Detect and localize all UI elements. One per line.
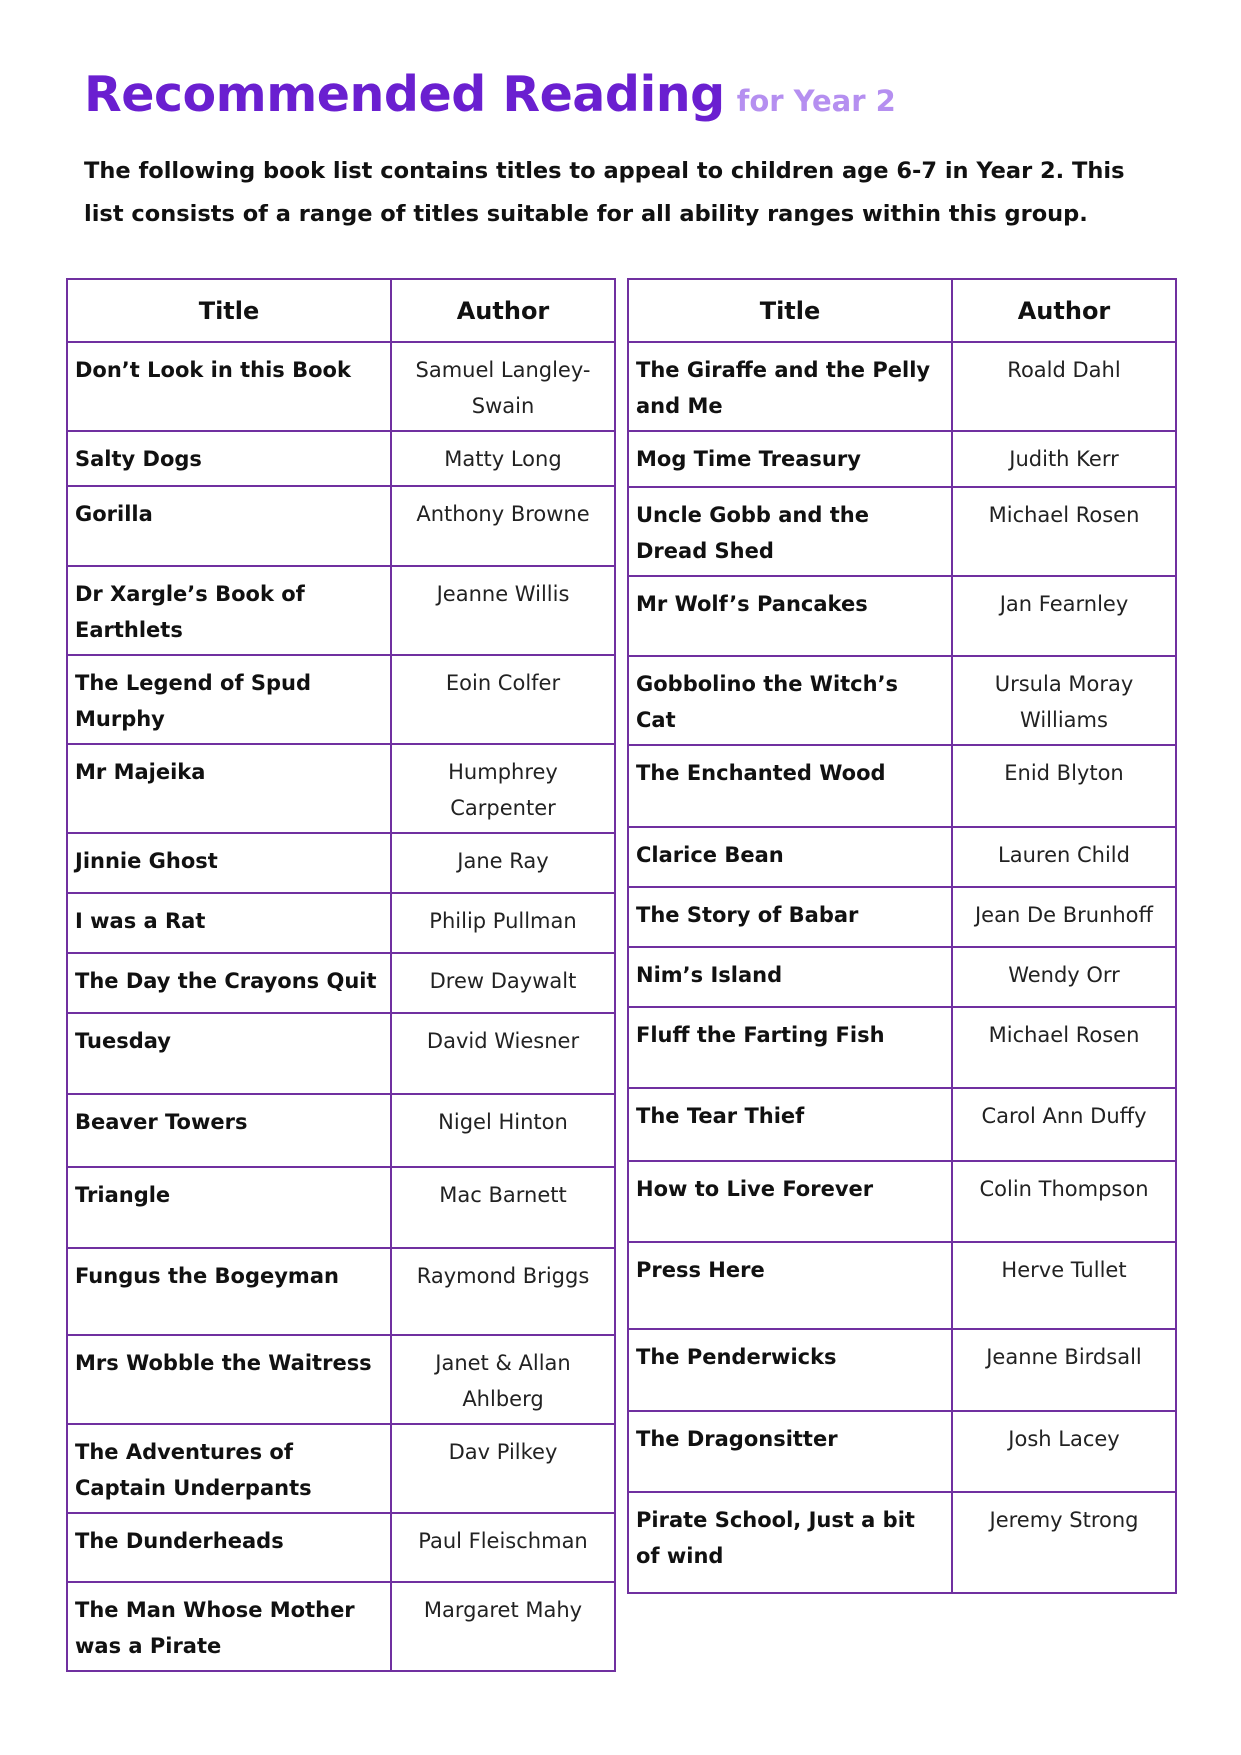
table-row bbox=[628, 487, 1176, 576]
table-row bbox=[67, 566, 615, 655]
book-title-cell: The Dragonsitter bbox=[628, 1411, 952, 1492]
table-row bbox=[628, 431, 1176, 487]
table-row bbox=[628, 1007, 1176, 1088]
table-row bbox=[67, 431, 615, 486]
book-author-cell: Jeanne Birdsall bbox=[952, 1329, 1176, 1411]
book-author-cell: Eoin Colfer bbox=[391, 655, 615, 744]
book-author-cell: David Wiesner bbox=[391, 1013, 615, 1094]
book-author-cell: Mac Barnett bbox=[391, 1167, 615, 1248]
book-title-cell: Beaver Towers bbox=[67, 1094, 391, 1167]
table-row bbox=[67, 1094, 615, 1167]
book-title-cell: The Adventures of Captain Underpants bbox=[67, 1424, 391, 1513]
table-row bbox=[628, 745, 1176, 827]
table-row bbox=[67, 1167, 615, 1248]
book-title-cell: Mr Wolf’s Pancakes bbox=[628, 576, 952, 656]
book-author-cell: Carol Ann Duffy bbox=[952, 1088, 1176, 1161]
book-title-cell: Pirate School, Just a bit of wind bbox=[628, 1492, 952, 1593]
book-title-cell: Salty Dogs bbox=[67, 431, 391, 486]
book-author-cell: Dav Pilkey bbox=[391, 1424, 615, 1513]
table-row bbox=[628, 342, 1176, 431]
book-title-cell: Clarice Bean bbox=[628, 827, 952, 887]
book-title-cell: The Man Whose Mother was a Pirate bbox=[67, 1582, 391, 1671]
column-header-author: Author bbox=[391, 279, 615, 342]
book-title-cell: How to Live Forever bbox=[628, 1161, 952, 1242]
book-table-left bbox=[66, 278, 616, 1672]
table-row bbox=[67, 1335, 615, 1424]
table-row bbox=[67, 833, 615, 893]
table-row bbox=[67, 342, 615, 431]
book-author-cell: Jean De Brunhoff bbox=[952, 887, 1176, 947]
book-author-cell: Jeanne Willis bbox=[391, 566, 615, 655]
table-row bbox=[628, 947, 1176, 1007]
book-title-cell: Gobbolino the Witch’s Cat bbox=[628, 656, 952, 745]
table-row bbox=[67, 953, 615, 1013]
book-table-right bbox=[627, 278, 1177, 1594]
table-header-row bbox=[628, 279, 1176, 342]
book-title-cell: Fluff the Farting Fish bbox=[628, 1007, 952, 1088]
book-table-left-body bbox=[67, 342, 615, 1671]
table-row bbox=[628, 827, 1176, 887]
column-header-author: Author bbox=[952, 279, 1176, 342]
table-row bbox=[628, 1161, 1176, 1242]
book-author-cell: Matty Long bbox=[391, 431, 615, 486]
book-title-cell: Gorilla bbox=[67, 486, 391, 566]
book-author-cell: Wendy Orr bbox=[952, 947, 1176, 1007]
book-author-cell: Philip Pullman bbox=[391, 893, 615, 953]
table-row bbox=[67, 1424, 615, 1513]
book-author-cell: Drew Daywalt bbox=[391, 953, 615, 1013]
book-author-cell: Lauren Child bbox=[952, 827, 1176, 887]
book-author-cell: Jeremy Strong bbox=[952, 1492, 1176, 1593]
table-row bbox=[67, 1582, 615, 1671]
book-title-cell: Jinnie Ghost bbox=[67, 833, 391, 893]
book-author-cell: Jane Ray bbox=[391, 833, 615, 893]
book-author-cell: Janet & Allan Ahlberg bbox=[391, 1335, 615, 1424]
book-author-cell: Josh Lacey bbox=[952, 1411, 1176, 1492]
book-title-cell: Don’t Look in this Book bbox=[67, 342, 391, 431]
page-title-sub: for Year 2 bbox=[736, 84, 896, 118]
book-title-cell: The Enchanted Wood bbox=[628, 745, 952, 827]
book-author-cell: Ursula Moray Williams bbox=[952, 656, 1176, 745]
table-row bbox=[67, 1248, 615, 1335]
intro-paragraph: The following book list contains titles to appeal to children age 6-7 in Year 2. This list consists of a range of titles suitable for all ability ranges within this group. bbox=[84, 158, 1125, 227]
book-author-cell: Michael Rosen bbox=[952, 487, 1176, 576]
book-author-cell: Raymond Briggs bbox=[391, 1248, 615, 1335]
book-title-cell: The Day the Crayons Quit bbox=[67, 953, 391, 1013]
table-header-row bbox=[67, 279, 615, 342]
table-row bbox=[628, 1088, 1176, 1161]
column-header-title: Title bbox=[67, 279, 391, 342]
book-title-cell: Uncle Gobb and the Dread Shed bbox=[628, 487, 952, 576]
book-title-cell: The Dunderheads bbox=[67, 1513, 391, 1582]
book-author-cell: Nigel Hinton bbox=[391, 1094, 615, 1167]
column-header-title: Title bbox=[628, 279, 952, 342]
book-title-cell: Nim’s Island bbox=[628, 947, 952, 1007]
book-title-cell: The Giraffe and the Pelly and Me bbox=[628, 342, 952, 431]
book-author-cell: Enid Blyton bbox=[952, 745, 1176, 827]
table-row bbox=[67, 893, 615, 953]
book-author-cell: Paul Fleischman bbox=[391, 1513, 615, 1582]
book-title-cell: Mr Majeika bbox=[67, 744, 391, 833]
book-author-cell: Anthony Browne bbox=[391, 486, 615, 566]
book-title-cell: Dr Xargle’s Book of Earthlets bbox=[67, 566, 391, 655]
book-title-cell: The Story of Babar bbox=[628, 887, 952, 947]
page-title bbox=[84, 66, 896, 123]
book-author-cell: Humphrey Carpenter bbox=[391, 744, 615, 833]
book-title-cell: The Penderwicks bbox=[628, 1329, 952, 1411]
table-row bbox=[628, 1492, 1176, 1593]
book-author-cell: Roald Dahl bbox=[952, 342, 1176, 431]
table-row bbox=[628, 576, 1176, 656]
table-row bbox=[67, 486, 615, 566]
table-row bbox=[628, 887, 1176, 947]
book-title-cell: Triangle bbox=[67, 1167, 391, 1248]
book-table-right-body bbox=[628, 342, 1176, 1593]
table-row bbox=[628, 656, 1176, 745]
book-author-cell: Jan Fearnley bbox=[952, 576, 1176, 656]
book-title-cell: Tuesday bbox=[67, 1013, 391, 1094]
table-row bbox=[67, 1013, 615, 1094]
book-title-cell: The Tear Thief bbox=[628, 1088, 952, 1161]
table-row bbox=[628, 1329, 1176, 1411]
book-author-cell: Herve Tullet bbox=[952, 1242, 1176, 1329]
book-author-cell: Judith Kerr bbox=[952, 431, 1176, 487]
book-title-cell: Mrs Wobble the Waitress bbox=[67, 1335, 391, 1424]
book-title-cell: Fungus the Bogeyman bbox=[67, 1248, 391, 1335]
table-row bbox=[67, 655, 615, 744]
book-author-cell: Michael Rosen bbox=[952, 1007, 1176, 1088]
book-title-cell: The Legend of Spud Murphy bbox=[67, 655, 391, 744]
table-row bbox=[628, 1411, 1176, 1492]
book-title-cell: Press Here bbox=[628, 1242, 952, 1329]
book-title-cell: Mog Time Treasury bbox=[628, 431, 952, 487]
table-row bbox=[628, 1242, 1176, 1329]
table-row bbox=[67, 744, 615, 833]
page-title-main: Recommended Reading bbox=[84, 66, 725, 123]
book-author-cell: Colin Thompson bbox=[952, 1161, 1176, 1242]
book-author-cell: Samuel Langley-Swain bbox=[391, 342, 615, 431]
book-author-cell: Margaret Mahy bbox=[391, 1582, 615, 1671]
book-title-cell: I was a Rat bbox=[67, 893, 391, 953]
table-row bbox=[67, 1513, 615, 1582]
